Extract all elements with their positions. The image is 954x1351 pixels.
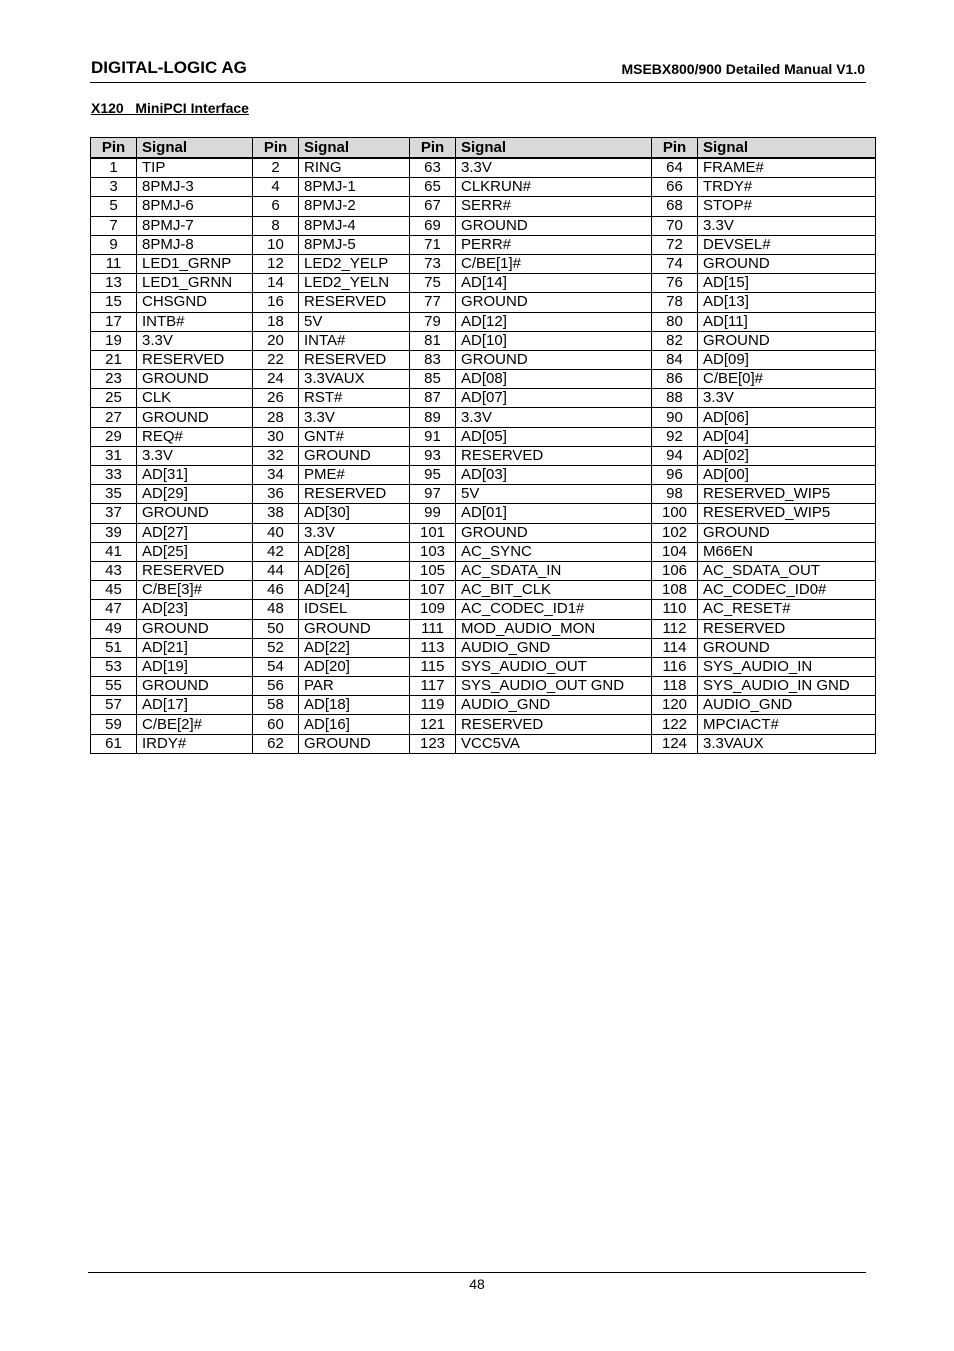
signal-name-cell: GROUND: [456, 523, 652, 542]
pin-number-cell: 110: [652, 600, 698, 619]
pin-number-cell: 81: [410, 331, 456, 350]
pin-number-cell: 118: [652, 677, 698, 696]
signal-name-cell: REQ#: [137, 427, 253, 446]
pin-number-cell: 38: [253, 504, 299, 523]
signal-name-cell: 8PMJ-6: [137, 197, 253, 216]
section-title: X120 MiniPCI Interface: [91, 100, 249, 116]
pin-number-cell: 96: [652, 466, 698, 485]
signal-name-cell: GROUND: [137, 370, 253, 389]
signal-name-cell: RESERVED: [299, 485, 410, 504]
signal-name-cell: AUDIO_GND: [456, 638, 652, 657]
pin-number-cell: 19: [91, 331, 137, 350]
pin-number-cell: 55: [91, 677, 137, 696]
pin-number-cell: 22: [253, 350, 299, 369]
pin-number-cell: 112: [652, 619, 698, 638]
table-row: [91, 331, 876, 350]
pin-number-cell: 44: [253, 561, 299, 580]
pin-number-cell: 1: [91, 158, 137, 178]
signal-name-cell: GROUND: [698, 523, 876, 542]
pin-number-cell: 23: [91, 370, 137, 389]
pin-number-cell: 70: [652, 216, 698, 235]
pin-number-cell: 103: [410, 542, 456, 561]
pin-number-cell: 32: [253, 446, 299, 465]
signal-name-cell: SYS_AUDIO_OUT: [456, 657, 652, 676]
table-row: [91, 619, 876, 638]
signal-name-cell: C/BE[1]#: [456, 254, 652, 273]
pin-number-cell: 2: [253, 158, 299, 178]
signal-name-cell: RESERVED: [698, 619, 876, 638]
signal-name-cell: AD[17]: [137, 696, 253, 715]
pin-number-cell: 63: [410, 158, 456, 178]
pin-number-cell: 77: [410, 293, 456, 312]
page-number: 48: [469, 1276, 485, 1292]
pin-number-cell: 115: [410, 657, 456, 676]
pin-number-cell: 41: [91, 542, 137, 561]
signal-name-cell: 8PMJ-5: [299, 235, 410, 254]
pin-number-cell: 9: [91, 235, 137, 254]
signal-name-cell: AD[16]: [299, 715, 410, 734]
signal-name-cell: C/BE[2]#: [137, 715, 253, 734]
pin-number-cell: 42: [253, 542, 299, 561]
column-header-pin: Pin: [410, 138, 456, 159]
signal-name-cell: AD[20]: [299, 657, 410, 676]
pin-number-cell: 53: [91, 657, 137, 676]
signal-name-cell: 8PMJ-1: [299, 178, 410, 197]
pin-number-cell: 14: [253, 274, 299, 293]
pin-number-cell: 65: [410, 178, 456, 197]
signal-name-cell: 3.3V: [456, 408, 652, 427]
pin-number-cell: 82: [652, 331, 698, 350]
pin-number-cell: 79: [410, 312, 456, 331]
pin-number-cell: 33: [91, 466, 137, 485]
signal-name-cell: 3.3VAUX: [299, 370, 410, 389]
signal-name-cell: RESERVED_WIP5: [698, 485, 876, 504]
pin-number-cell: 122: [652, 715, 698, 734]
signal-name-cell: RESERVED_WIP5: [698, 504, 876, 523]
pin-number-cell: 123: [410, 734, 456, 753]
signal-name-cell: AD[30]: [299, 504, 410, 523]
page-header: [90, 56, 866, 83]
signal-name-cell: AC_SDATA_OUT: [698, 561, 876, 580]
signal-name-cell: PME#: [299, 466, 410, 485]
signal-name-cell: PAR: [299, 677, 410, 696]
signal-name-cell: GROUND: [456, 350, 652, 369]
pin-number-cell: 73: [410, 254, 456, 273]
signal-name-cell: 8PMJ-4: [299, 216, 410, 235]
table-row: [91, 561, 876, 580]
signal-name-cell: AD[26]: [299, 561, 410, 580]
signal-name-cell: AD[09]: [698, 350, 876, 369]
pin-number-cell: 13: [91, 274, 137, 293]
pin-number-cell: 72: [652, 235, 698, 254]
pin-number-cell: 60: [253, 715, 299, 734]
signal-name-cell: AD[29]: [137, 485, 253, 504]
pin-number-cell: 66: [652, 178, 698, 197]
pin-number-cell: 49: [91, 619, 137, 638]
column-header-signal: Signal: [299, 138, 410, 159]
pin-number-cell: 114: [652, 638, 698, 657]
signal-name-cell: AUDIO_GND: [698, 696, 876, 715]
pin-number-cell: 21: [91, 350, 137, 369]
signal-name-cell: AD[31]: [137, 466, 253, 485]
column-header-pin: Pin: [652, 138, 698, 159]
pin-number-cell: 74: [652, 254, 698, 273]
signal-name-cell: AD[15]: [698, 274, 876, 293]
table-row: [91, 312, 876, 331]
table-row: [91, 677, 876, 696]
table-row: [91, 274, 876, 293]
signal-name-cell: LED2_YELN: [299, 274, 410, 293]
signal-name-cell: 3.3V: [299, 408, 410, 427]
signal-name-cell: RESERVED: [456, 446, 652, 465]
pin-number-cell: 34: [253, 466, 299, 485]
table-row: [91, 715, 876, 734]
signal-name-cell: C/BE[3]#: [137, 581, 253, 600]
signal-name-cell: RESERVED: [137, 561, 253, 580]
pin-number-cell: 101: [410, 523, 456, 542]
table-row: [91, 158, 876, 178]
signal-name-cell: 3.3V: [299, 523, 410, 542]
pin-number-cell: 26: [253, 389, 299, 408]
table-row: [91, 657, 876, 676]
signal-name-cell: AC_SYNC: [456, 542, 652, 561]
signal-name-cell: AC_SDATA_IN: [456, 561, 652, 580]
signal-name-cell: GROUND: [698, 254, 876, 273]
table-row: [91, 293, 876, 312]
pin-number-cell: 119: [410, 696, 456, 715]
signal-name-cell: LED2_YELP: [299, 254, 410, 273]
pin-number-cell: 84: [652, 350, 698, 369]
table-row: [91, 542, 876, 561]
column-header-signal: Signal: [456, 138, 652, 159]
pin-number-cell: 8: [253, 216, 299, 235]
table-row: [91, 197, 876, 216]
pin-number-cell: 124: [652, 734, 698, 753]
signal-name-cell: GROUND: [137, 619, 253, 638]
pin-number-cell: 6: [253, 197, 299, 216]
signal-name-cell: MPCIACT#: [698, 715, 876, 734]
table-row: [91, 254, 876, 273]
signal-name-cell: C/BE[0]#: [698, 370, 876, 389]
pin-number-cell: 54: [253, 657, 299, 676]
pin-number-cell: 24: [253, 370, 299, 389]
table-row: [91, 734, 876, 753]
pin-number-cell: 88: [652, 389, 698, 408]
signal-name-cell: CLK: [137, 389, 253, 408]
manual-title: MSEBX800/900 Detailed Manual V1.0: [621, 61, 865, 77]
signal-name-cell: AD[01]: [456, 504, 652, 523]
pin-number-cell: 5: [91, 197, 137, 216]
signal-name-cell: IDSEL: [299, 600, 410, 619]
signal-name-cell: 8PMJ-8: [137, 235, 253, 254]
pin-number-cell: 57: [91, 696, 137, 715]
signal-name-cell: 5V: [299, 312, 410, 331]
signal-name-cell: AD[11]: [698, 312, 876, 331]
signal-name-cell: GROUND: [698, 331, 876, 350]
pin-number-cell: 102: [652, 523, 698, 542]
signal-name-cell: 3.3V: [137, 446, 253, 465]
pin-number-cell: 56: [253, 677, 299, 696]
pin-number-cell: 10: [253, 235, 299, 254]
pin-number-cell: 71: [410, 235, 456, 254]
pin-number-cell: 113: [410, 638, 456, 657]
table-row: [91, 389, 876, 408]
pin-number-cell: 106: [652, 561, 698, 580]
table-row: [91, 408, 876, 427]
pin-number-cell: 83: [410, 350, 456, 369]
table-row: [91, 235, 876, 254]
signal-name-cell: AD[21]: [137, 638, 253, 657]
pin-number-cell: 51: [91, 638, 137, 657]
signal-name-cell: RST#: [299, 389, 410, 408]
pin-number-cell: 104: [652, 542, 698, 561]
signal-name-cell: GROUND: [299, 734, 410, 753]
pin-number-cell: 111: [410, 619, 456, 638]
signal-name-cell: RESERVED: [299, 293, 410, 312]
signal-name-cell: AUDIO_GND: [456, 696, 652, 715]
signal-name-cell: GROUND: [456, 293, 652, 312]
pin-number-cell: 7: [91, 216, 137, 235]
signal-name-cell: AD[00]: [698, 466, 876, 485]
signal-name-cell: RESERVED: [299, 350, 410, 369]
signal-name-cell: GROUND: [137, 408, 253, 427]
pin-number-cell: 100: [652, 504, 698, 523]
pin-number-cell: 98: [652, 485, 698, 504]
pin-number-cell: 20: [253, 331, 299, 350]
column-header-pin: Pin: [253, 138, 299, 159]
signal-name-cell: AD[12]: [456, 312, 652, 331]
signal-name-cell: AD[07]: [456, 389, 652, 408]
pin-number-cell: 59: [91, 715, 137, 734]
pin-number-cell: 68: [652, 197, 698, 216]
table-row: [91, 446, 876, 465]
signal-name-cell: INTA#: [299, 331, 410, 350]
signal-name-cell: AD[03]: [456, 466, 652, 485]
signal-name-cell: 5V: [456, 485, 652, 504]
pin-number-cell: 28: [253, 408, 299, 427]
signal-name-cell: AD[27]: [137, 523, 253, 542]
pin-number-cell: 18: [253, 312, 299, 331]
pin-number-cell: 64: [652, 158, 698, 178]
pin-number-cell: 108: [652, 581, 698, 600]
pin-number-cell: 37: [91, 504, 137, 523]
signal-name-cell: 3.3V: [698, 216, 876, 235]
pin-number-cell: 89: [410, 408, 456, 427]
pin-number-cell: 52: [253, 638, 299, 657]
pin-number-cell: 117: [410, 677, 456, 696]
pin-number-cell: 80: [652, 312, 698, 331]
pin-number-cell: 35: [91, 485, 137, 504]
table-row: [91, 581, 876, 600]
pin-number-cell: 25: [91, 389, 137, 408]
signal-name-cell: AD[05]: [456, 427, 652, 446]
pin-number-cell: 62: [253, 734, 299, 753]
pin-number-cell: 97: [410, 485, 456, 504]
pin-number-cell: 50: [253, 619, 299, 638]
signal-name-cell: AC_CODEC_ID1#: [456, 600, 652, 619]
signal-name-cell: RING: [299, 158, 410, 178]
pin-number-cell: 43: [91, 561, 137, 580]
pin-number-cell: 27: [91, 408, 137, 427]
signal-name-cell: AD[13]: [698, 293, 876, 312]
column-header-signal: Signal: [698, 138, 876, 159]
signal-name-cell: M66EN: [698, 542, 876, 561]
signal-name-cell: AD[22]: [299, 638, 410, 657]
pin-number-cell: 120: [652, 696, 698, 715]
signal-name-cell: TRDY#: [698, 178, 876, 197]
signal-name-cell: AD[24]: [299, 581, 410, 600]
signal-name-cell: AD[25]: [137, 542, 253, 561]
pin-number-cell: 11: [91, 254, 137, 273]
column-header-signal: Signal: [137, 138, 253, 159]
signal-name-cell: 8PMJ-2: [299, 197, 410, 216]
signal-name-cell: AD[18]: [299, 696, 410, 715]
signal-name-cell: AD[14]: [456, 274, 652, 293]
signal-name-cell: DEVSEL#: [698, 235, 876, 254]
signal-name-cell: AD[19]: [137, 657, 253, 676]
pin-number-cell: 91: [410, 427, 456, 446]
table-row: [91, 178, 876, 197]
signal-name-cell: RESERVED: [456, 715, 652, 734]
pin-number-cell: 3: [91, 178, 137, 197]
signal-name-cell: SERR#: [456, 197, 652, 216]
signal-name-cell: SYS_AUDIO_IN: [698, 657, 876, 676]
signal-name-cell: AD[08]: [456, 370, 652, 389]
pin-number-cell: 87: [410, 389, 456, 408]
pin-number-cell: 90: [652, 408, 698, 427]
pin-number-cell: 39: [91, 523, 137, 542]
signal-name-cell: INTB#: [137, 312, 253, 331]
signal-name-cell: STOP#: [698, 197, 876, 216]
pin-number-cell: 75: [410, 274, 456, 293]
table-row: [91, 427, 876, 446]
signal-name-cell: AC_RESET#: [698, 600, 876, 619]
signal-name-cell: GROUND: [456, 216, 652, 235]
signal-name-cell: 3.3V: [698, 389, 876, 408]
footer-divider: [88, 1272, 866, 1273]
pin-number-cell: 85: [410, 370, 456, 389]
signal-name-cell: RESERVED: [137, 350, 253, 369]
pin-number-cell: 94: [652, 446, 698, 465]
signal-name-cell: GROUND: [137, 504, 253, 523]
table-row: [91, 523, 876, 542]
pin-number-cell: 86: [652, 370, 698, 389]
pin-number-cell: 47: [91, 600, 137, 619]
pin-number-cell: 12: [253, 254, 299, 273]
pin-number-cell: 99: [410, 504, 456, 523]
pin-number-cell: 67: [410, 197, 456, 216]
signal-name-cell: GROUND: [698, 638, 876, 657]
signal-name-cell: 3.3VAUX: [698, 734, 876, 753]
pin-number-cell: 30: [253, 427, 299, 446]
pin-number-cell: 16: [253, 293, 299, 312]
table-row: [91, 216, 876, 235]
pin-number-cell: 109: [410, 600, 456, 619]
pin-number-cell: 17: [91, 312, 137, 331]
pin-number-cell: 31: [91, 446, 137, 465]
signal-name-cell: LED1_GRNP: [137, 254, 253, 273]
table-row: [91, 350, 876, 369]
pin-number-cell: 92: [652, 427, 698, 446]
table-row: [91, 638, 876, 657]
signal-name-cell: AD[28]: [299, 542, 410, 561]
signal-name-cell: AD[02]: [698, 446, 876, 465]
signal-name-cell: MOD_AUDIO_MON: [456, 619, 652, 638]
signal-name-cell: GROUND: [299, 446, 410, 465]
signal-name-cell: LED1_GRNN: [137, 274, 253, 293]
signal-name-cell: AD[04]: [698, 427, 876, 446]
signal-name-cell: 3.3V: [456, 158, 652, 178]
pin-number-cell: 93: [410, 446, 456, 465]
signal-name-cell: 8PMJ-7: [137, 216, 253, 235]
signal-name-cell: 8PMJ-3: [137, 178, 253, 197]
table-row: [91, 600, 876, 619]
table-row: [91, 370, 876, 389]
pin-number-cell: 58: [253, 696, 299, 715]
column-header-pin: Pin: [91, 138, 137, 159]
signal-name-cell: 3.3V: [137, 331, 253, 350]
minipci-pin-table: [90, 137, 876, 754]
signal-name-cell: AD[06]: [698, 408, 876, 427]
table-header-row: [91, 138, 876, 159]
signal-name-cell: SYS_AUDIO_OUT GND: [456, 677, 652, 696]
signal-name-cell: GNT#: [299, 427, 410, 446]
pin-number-cell: 48: [253, 600, 299, 619]
signal-name-cell: TIP: [137, 158, 253, 178]
pin-number-cell: 45: [91, 581, 137, 600]
pin-number-cell: 40: [253, 523, 299, 542]
pin-number-cell: 69: [410, 216, 456, 235]
pin-number-cell: 121: [410, 715, 456, 734]
pin-number-cell: 107: [410, 581, 456, 600]
signal-name-cell: VCC5VA: [456, 734, 652, 753]
pin-number-cell: 76: [652, 274, 698, 293]
pin-number-cell: 46: [253, 581, 299, 600]
signal-name-cell: GROUND: [299, 619, 410, 638]
signal-name-cell: IRDY#: [137, 734, 253, 753]
table-row: [91, 485, 876, 504]
pin-number-cell: 15: [91, 293, 137, 312]
pin-number-cell: 36: [253, 485, 299, 504]
signal-name-cell: AD[10]: [456, 331, 652, 350]
pin-number-cell: 29: [91, 427, 137, 446]
pin-number-cell: 61: [91, 734, 137, 753]
pin-number-cell: 78: [652, 293, 698, 312]
table-row: [91, 696, 876, 715]
pin-number-cell: 4: [253, 178, 299, 197]
signal-name-cell: PERR#: [456, 235, 652, 254]
signal-name-cell: FRAME#: [698, 158, 876, 178]
pin-number-cell: 95: [410, 466, 456, 485]
pin-number-cell: 105: [410, 561, 456, 580]
signal-name-cell: AC_BIT_CLK: [456, 581, 652, 600]
signal-name-cell: GROUND: [137, 677, 253, 696]
company-name: DIGITAL-LOGIC AG: [91, 58, 247, 77]
signal-name-cell: CHSGND: [137, 293, 253, 312]
table-row: [91, 504, 876, 523]
table-row: [91, 466, 876, 485]
signal-name-cell: AC_CODEC_ID0#: [698, 581, 876, 600]
signal-name-cell: AD[23]: [137, 600, 253, 619]
signal-name-cell: CLKRUN#: [456, 178, 652, 197]
pin-number-cell: 116: [652, 657, 698, 676]
signal-name-cell: SYS_AUDIO_IN GND: [698, 677, 876, 696]
